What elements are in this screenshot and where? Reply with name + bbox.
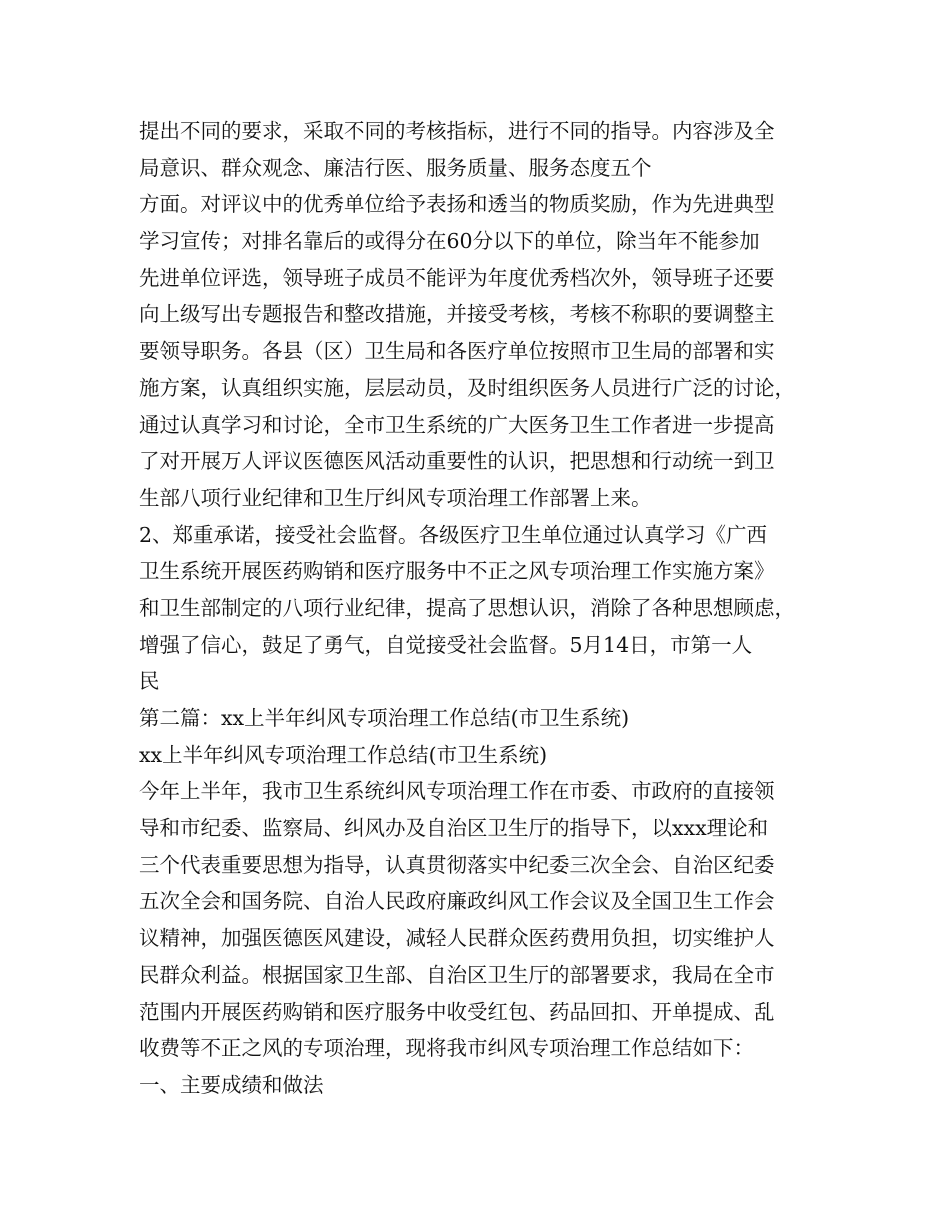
text-line: 今年上半年，我市卫生系统纠风专项治理工作在市委、市政府的直接领 bbox=[139, 779, 775, 804]
text-line: 民群众利益。根据国家卫生部、自治区卫生厅的部署要求，我局在全市 bbox=[139, 962, 775, 987]
document-body bbox=[139, 113, 829, 1104]
text-line: 学习宣传；对排名靠后的或得分在60分以下的单位，除当年不能参加 bbox=[139, 229, 760, 254]
text-line: 方面。对评议中的优秀单位给予表扬和透当的物质奖励，作为先进典型 bbox=[139, 192, 775, 217]
text-line: 三个代表重要思想为指导，认真贯彻落实中纪委三次全会、自治区纪委 bbox=[139, 852, 775, 877]
document-title: xx上半年纠风专项治理工作总结(市卫生系统) bbox=[139, 742, 548, 767]
text-line: 局意识、群众观念、廉洁行医、服务质量、服务态度五个 bbox=[139, 155, 652, 180]
text-line: 范围内开展医药购销和医疗服务中收受红包、药品回扣、开单提成、乱 bbox=[139, 999, 775, 1024]
section-heading: 第二篇：xx上半年纠风专项治理工作总结(市卫生系统) bbox=[139, 706, 630, 730]
text-line: 卫生系统开展医药购销和医疗服务中不正之风专项治理工作实施方案》 bbox=[139, 559, 775, 584]
text-line: 增强了信心，鼓足了勇气，自觉接受社会监督。5月14日，市第一人 bbox=[139, 632, 753, 657]
text-line: 先进单位评选，领导班子成员不能评为年度优秀档次外，领导班子还要 bbox=[139, 265, 775, 290]
text-line: 施方案，认真组织实施，层层动员，及时组织医务人员进行广泛的讨论， bbox=[139, 375, 795, 400]
text-line: 导和市纪委、监察局、纠风办及自治区卫生厅的指导下，以xxx理论和 bbox=[139, 816, 769, 841]
text-line: 和卫生部制定的八项行业纪律，提高了思想认识，消除了各种思想顾虑， bbox=[139, 595, 795, 620]
text-line: 通过认真学习和讨论，全市卫生系统的广大医务卫生工作者进一步提高 bbox=[139, 412, 775, 437]
text-line: 提出不同的要求，采取不同的考核指标，进行不同的指导。内容涉及全 bbox=[139, 119, 775, 143]
text-line: 要领导职务。各县（区）卫生局和各医疗单位按照市卫生局的部署和实 bbox=[139, 339, 775, 364]
subsection-heading: 一、主要成绩和做法 bbox=[139, 1072, 324, 1097]
text-line: 议精神，加强医德医风建设，减轻人民群众医药费用负担，切实维护人 bbox=[139, 926, 775, 951]
text-line: 了对开展万人评议医德医风活动重要性的认识，把思想和行动统一到卫 bbox=[139, 449, 775, 474]
text-line: 五次全会和国务院、自治人民政府廉政纠风工作会议及全国卫生工作会 bbox=[139, 889, 775, 914]
text-line: 向上级写出专题报告和整改措施，并接受考核，考核不称职的要调整主 bbox=[139, 302, 775, 327]
text-line: 2、郑重承诺，接受社会监督。各级医疗卫生单位通过认真学习《广西 bbox=[139, 522, 768, 547]
text-line: 收费等不正之风的专项治理，现将我市纠风专项治理工作总结如下： bbox=[139, 1036, 754, 1061]
text-line: 生部八项行业纪律和卫生厅纠风专项治理工作部署上来。 bbox=[139, 485, 652, 510]
text-line: 民 bbox=[139, 669, 160, 694]
